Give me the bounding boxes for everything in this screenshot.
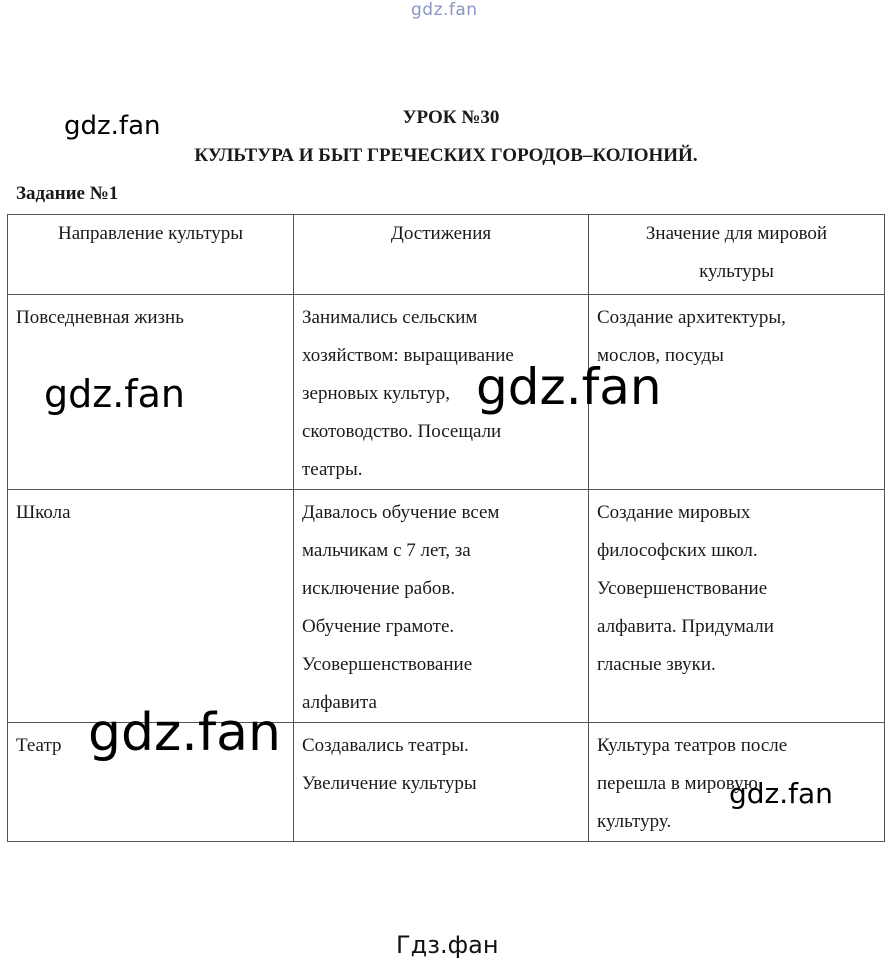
- task-label: Задание №1: [16, 183, 119, 204]
- cell-direction: Школа: [8, 490, 294, 723]
- header-direction: Направление культуры: [8, 215, 294, 295]
- lesson-title: УРОК №30: [402, 107, 500, 128]
- table-row: [8, 490, 885, 723]
- cell-achievements: [294, 723, 589, 842]
- text-line: Давалось обучение всем: [302, 502, 500, 523]
- text-line: театры.: [302, 459, 363, 480]
- text-line: мослов, посуды: [597, 345, 724, 366]
- lesson-topic: КУЛЬТУРА И БЫТ ГРЕЧЕСКИХ ГОРОДОВ–КОЛОНИЙ.: [194, 145, 698, 166]
- watermark-c: gdz.fan: [476, 358, 662, 416]
- watermark-b: gdz.fan: [44, 372, 186, 416]
- text-line: мальчикам с 7 лет, за: [302, 540, 471, 561]
- cell-direction: Театр: [8, 723, 294, 842]
- text-line: Культура театров после: [597, 735, 788, 756]
- text-line: Занимались сельским: [302, 307, 478, 328]
- cell-direction: Повседневная жизнь: [8, 295, 294, 490]
- cell-significance: [589, 490, 885, 723]
- text-line: гласные звуки.: [597, 654, 716, 675]
- text-line: культуру.: [597, 811, 672, 832]
- text-line: философских школ.: [597, 540, 758, 561]
- text-line: зерновых культур,: [302, 383, 450, 404]
- text-line: алфавита. Придумали: [597, 616, 774, 637]
- header-significance-line: Значение для мировой: [645, 223, 828, 244]
- watermark-a: gdz.fan: [64, 111, 161, 141]
- text-line: Создание архитектуры,: [597, 307, 786, 328]
- watermark-d: gdz.fan: [88, 703, 281, 763]
- text-line: Увеличение культуры: [302, 773, 477, 794]
- header-significance: [589, 215, 885, 295]
- text-line: хозяйством: выращивание: [302, 345, 514, 366]
- text-line: перешла в мировую: [597, 773, 758, 794]
- text-line: Усовершенствование: [597, 578, 768, 599]
- cell-achievements: [294, 490, 589, 723]
- watermark-e: gdz.fan: [729, 777, 833, 810]
- header-significance-line: культуры: [699, 261, 774, 282]
- table-header-row: [8, 215, 885, 295]
- watermark-top: gdz.fan: [411, 0, 478, 20]
- header-achievements: Достижения: [294, 215, 589, 295]
- text-line: алфавита: [302, 692, 377, 713]
- text-line: Создавались театры.: [302, 735, 469, 756]
- text-line: скотоводство. Посещали: [302, 421, 502, 442]
- text-line: исключение рабов.: [302, 578, 456, 599]
- text-line: Обучение грамоте.: [302, 616, 455, 637]
- text-line: Создание мировых: [597, 502, 751, 523]
- text-line: Усовершенствование: [302, 654, 473, 675]
- watermark-bottom: Гдз.фан: [396, 931, 499, 959]
